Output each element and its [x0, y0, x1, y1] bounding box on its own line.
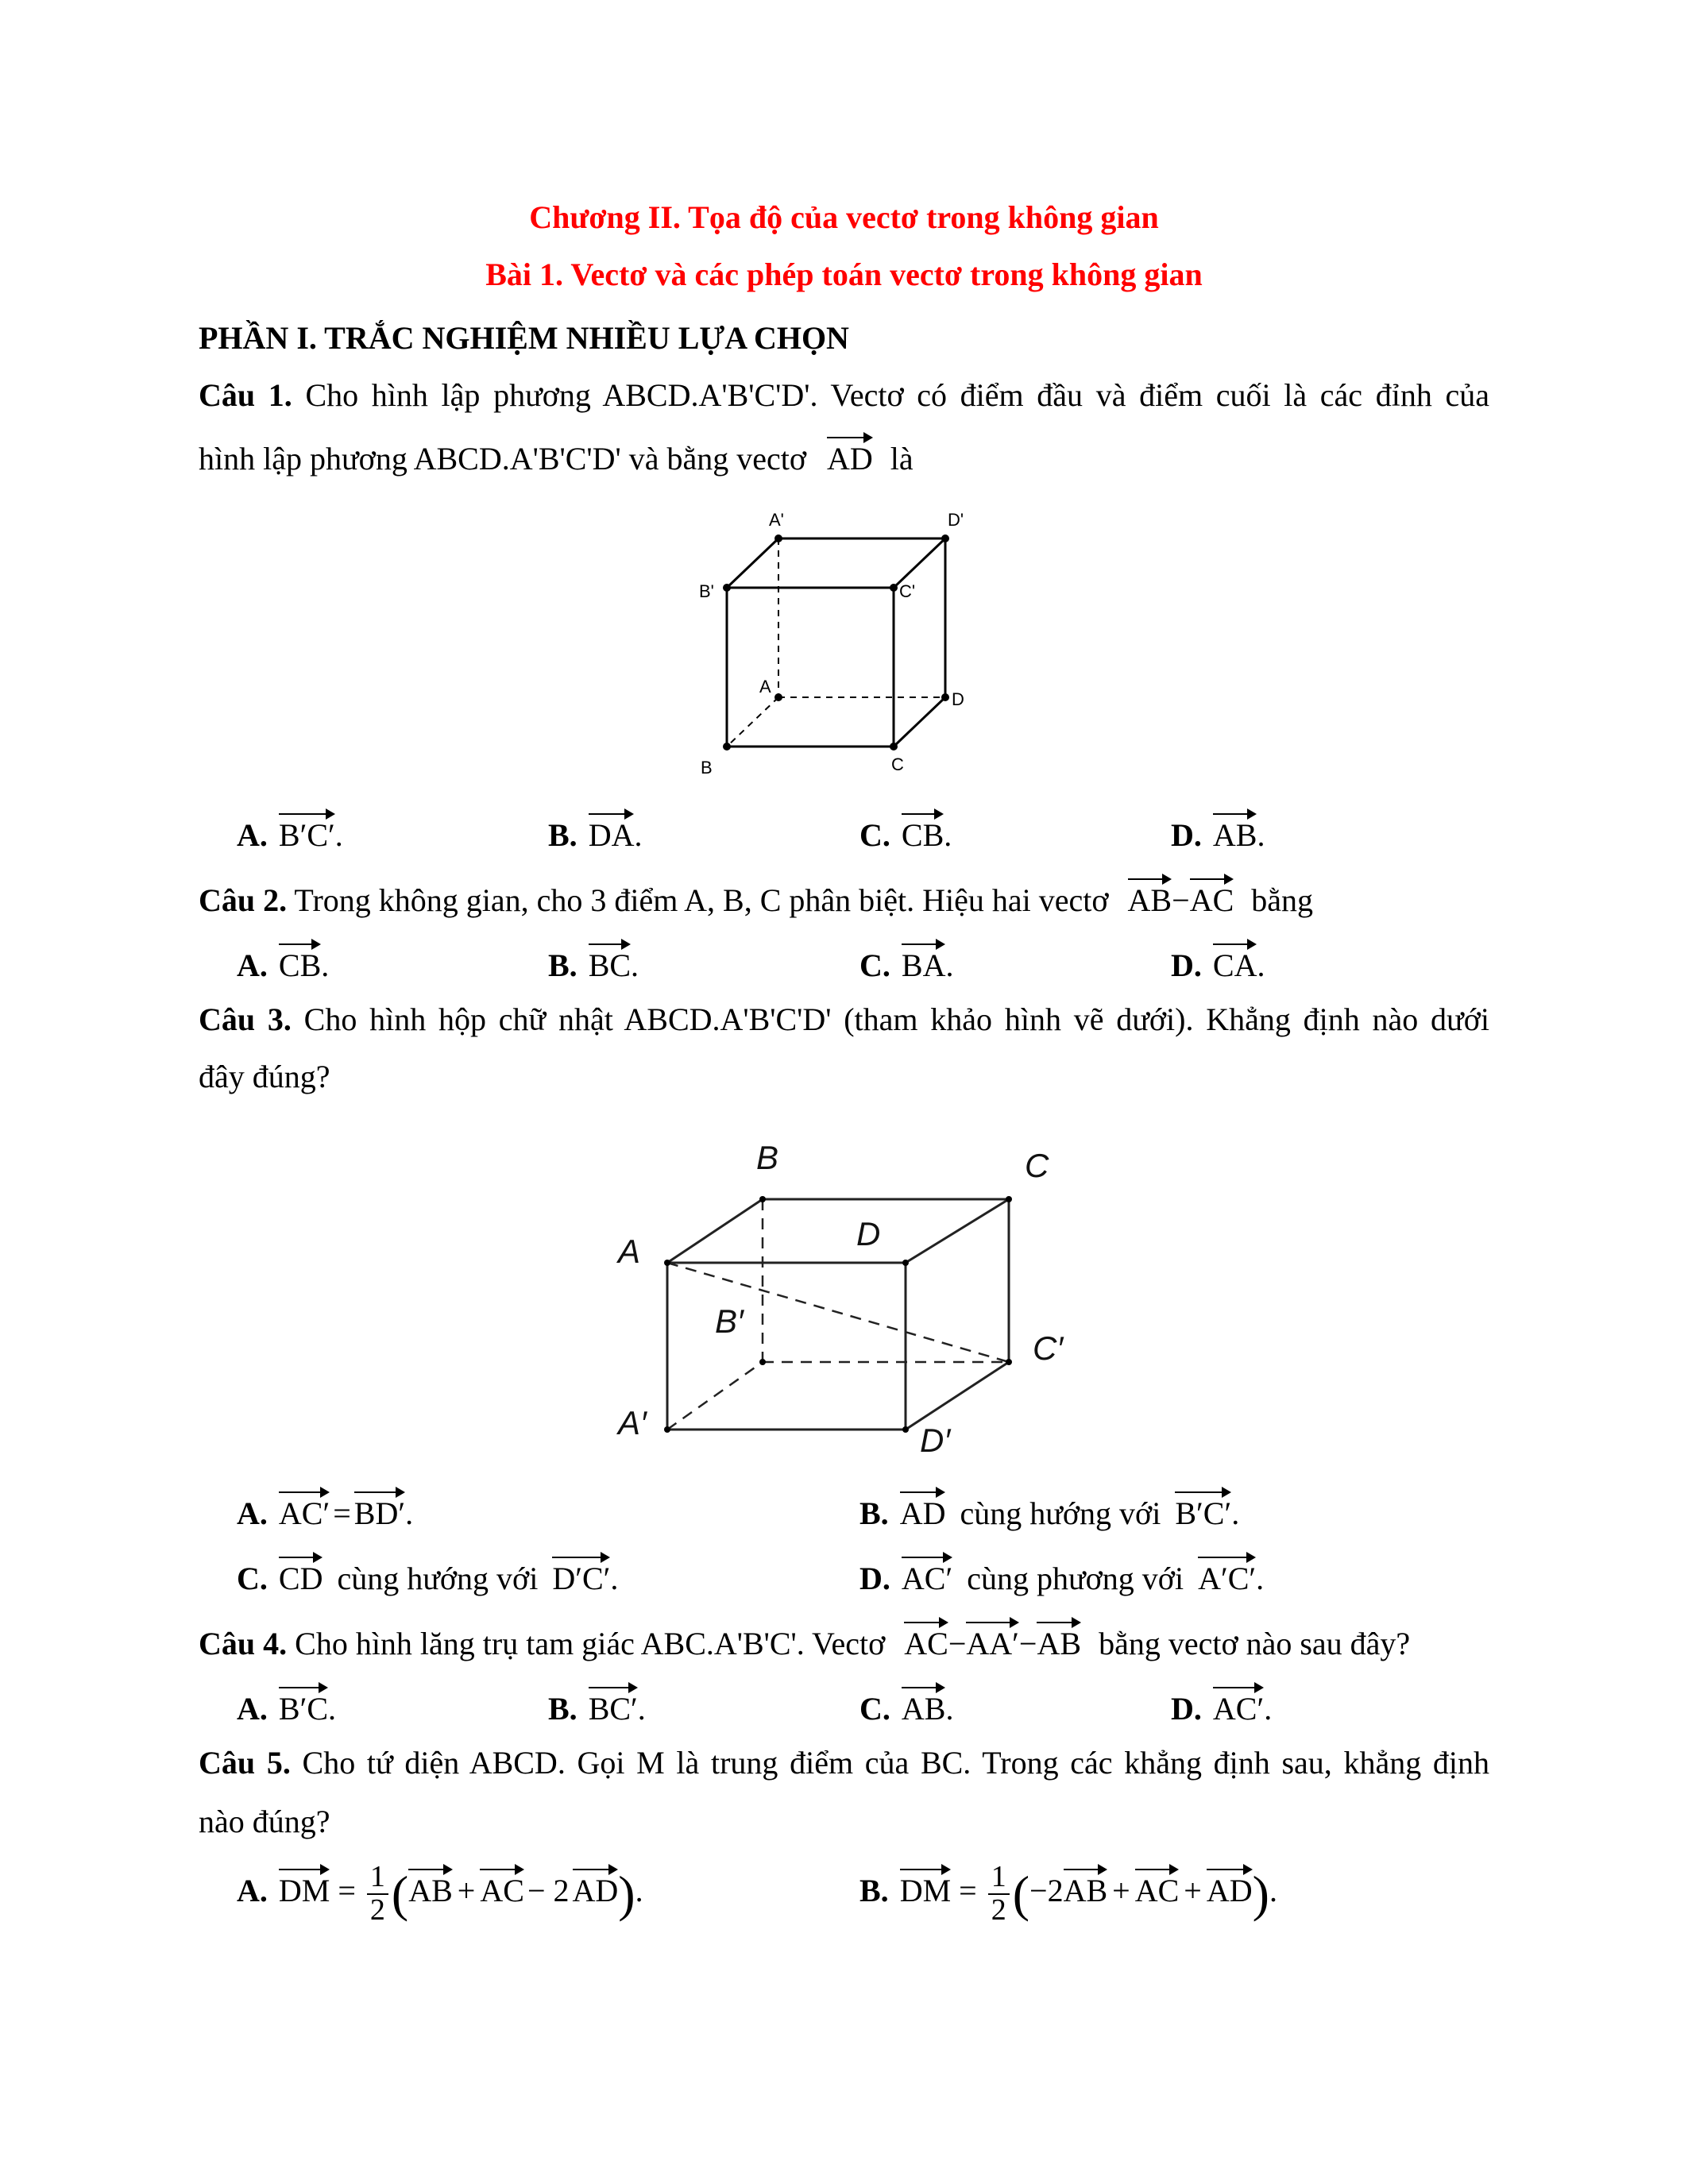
vector-ab: AB — [1037, 1620, 1081, 1660]
equals-sign: = — [333, 1495, 351, 1531]
vector-ac: AC — [1190, 877, 1234, 916]
option-vector: DA — [589, 812, 635, 851]
paren-close: ) — [1252, 1865, 1269, 1922]
minus-sign: − — [1172, 882, 1190, 918]
option-tail: . — [610, 1561, 619, 1596]
question-1-line2 — [199, 435, 914, 477]
option-label: D. — [1171, 817, 1202, 853]
option-label: A. — [237, 1495, 268, 1531]
cube-label-a1: A' — [769, 510, 784, 530]
box-figure — [604, 1120, 1096, 1453]
option-tail: . — [631, 947, 639, 983]
vector-ab: AB — [408, 1867, 453, 1907]
q3-option-c[interactable] — [237, 1555, 618, 1597]
minus-sign: − — [948, 1626, 967, 1661]
vector-ab: AB — [1128, 877, 1172, 916]
box-label-b1: B′ — [715, 1302, 744, 1340]
option-tail: . — [1257, 947, 1265, 983]
vector-ad: AD — [573, 1867, 619, 1907]
option-tail: . — [1264, 1691, 1273, 1727]
q5-option-a[interactable] — [237, 1862, 643, 1927]
option-label: C. — [859, 817, 890, 853]
vector-aa1: AA′ — [966, 1620, 1019, 1660]
option-label: A. — [237, 1691, 268, 1727]
q1-option-c[interactable] — [859, 812, 952, 854]
option-text: cùng hướng với — [337, 1561, 539, 1596]
question-3-line1 — [199, 1001, 1489, 1038]
box-label-a1: A′ — [618, 1404, 647, 1441]
fraction-numerator: 1 — [988, 1862, 1010, 1895]
vector-ac: AC — [904, 1620, 948, 1660]
vector-ab: AB — [1064, 1867, 1108, 1907]
cube-label-d1: D' — [948, 510, 964, 530]
fraction-numerator: 1 — [367, 1862, 388, 1895]
question-3-text: Cho hình hộp chữ nhật ABCD.A'B'C'D' (tham khảo hình vẽ dưới). Khẳng định nào dưới — [303, 1001, 1489, 1037]
question-5-line2: nào đúng? — [199, 1804, 330, 1839]
vector-dm: DM — [900, 1867, 951, 1907]
q2-option-d[interactable] — [1171, 942, 1265, 984]
question-2-text2: bằng — [1251, 882, 1314, 918]
q2-option-c[interactable] — [859, 942, 953, 984]
option-vector: CB — [902, 812, 944, 851]
option-tail: . — [945, 1691, 954, 1727]
option-label: A. — [237, 817, 268, 853]
paren-close: ) — [618, 1865, 635, 1922]
question-1-text: Cho hình lập phương ABCD.A'B'C'D'. Vectơ có điểm đầu và điểm cuối là các đỉnh của — [305, 377, 1489, 413]
option-label: B. — [548, 817, 577, 853]
option-vector: A′C′ — [1198, 1555, 1256, 1595]
paren-open: ( — [1012, 1865, 1030, 1922]
option-vector: BD′ — [354, 1490, 405, 1530]
option-label: C. — [859, 1691, 890, 1727]
question-5-line1 — [199, 1744, 1489, 1781]
option-vector: AC′ — [1213, 1685, 1264, 1725]
option-vector: BC — [589, 942, 631, 982]
option-vector: BA — [902, 942, 946, 982]
question-4-label: Câu 4. — [199, 1626, 288, 1661]
plus-sign: + — [1184, 1873, 1202, 1909]
box-label-a: A — [618, 1233, 641, 1270]
option-label: D. — [1171, 947, 1202, 983]
option-tail: . — [1257, 817, 1265, 853]
q5-option-b[interactable] — [859, 1862, 1277, 1927]
option-tail: . — [637, 1691, 646, 1727]
q4-option-d[interactable] — [1171, 1685, 1272, 1727]
q2-option-a[interactable] — [237, 942, 329, 984]
option-tail: . — [1269, 1873, 1277, 1909]
paren-open: ( — [391, 1865, 409, 1922]
plus-sign: + — [457, 1873, 476, 1909]
question-1-text3: là — [890, 441, 914, 477]
option-label: B. — [859, 1873, 889, 1909]
option-vector: AD — [900, 1490, 946, 1530]
chapter-title: Chương II. Tọa độ của vectơ trong không gian — [529, 199, 1159, 235]
equals-sign: = — [959, 1873, 977, 1909]
vector-ad: AD — [1207, 1867, 1253, 1907]
box-label-d1: D′ — [920, 1422, 951, 1453]
minus-sign: − — [1018, 1626, 1037, 1661]
q4-option-c[interactable] — [859, 1685, 953, 1727]
q3-option-a[interactable] — [237, 1490, 413, 1532]
option-vector: AB — [902, 1685, 946, 1725]
q4-option-b[interactable] — [548, 1685, 646, 1727]
q1-option-b[interactable] — [548, 812, 642, 854]
fraction-denominator: 2 — [991, 1893, 1006, 1927]
box-label-c1: C′ — [1033, 1329, 1064, 1367]
q3-option-d[interactable] — [859, 1555, 1264, 1597]
option-text: cùng hướng với — [960, 1495, 1161, 1531]
option-label: A. — [237, 1873, 268, 1909]
question-4-text: Cho hình lăng trụ tam giác ABC.A'B'C'. Vectơ — [295, 1626, 886, 1661]
q1-option-a[interactable] — [237, 812, 343, 854]
option-vector: AC′ — [902, 1555, 952, 1595]
option-vector: AC′ — [279, 1490, 330, 1530]
option-vector: B′C — [279, 1685, 328, 1725]
question-2-label: Câu 2. — [199, 882, 288, 918]
question-1-label: Câu 1. — [199, 377, 292, 413]
minus-two: −2 — [1029, 1873, 1064, 1909]
plus-sign: + — [1112, 1873, 1130, 1909]
question-2-line1 — [199, 877, 1313, 919]
question-4-text2: bằng vectơ nào sau đây? — [1099, 1626, 1411, 1661]
vector-ac: AC — [1135, 1867, 1180, 1907]
option-text: cùng phương với — [967, 1561, 1184, 1596]
option-label: B. — [548, 947, 577, 983]
minus-two: − 2 — [527, 1873, 570, 1909]
option-vector: CB — [279, 942, 321, 982]
question-2-text: Trong không gian, cho 3 điểm A, B, C phân biệt. Hiệu hai vectơ — [294, 882, 1109, 918]
q1-option-d[interactable] — [1171, 812, 1265, 854]
option-label: B. — [859, 1495, 889, 1531]
cube-figure — [683, 508, 1001, 786]
question-5-text: Cho tứ diện ABCD. Gọi M là trung điểm của BC. Trong các khẳng định sau, khẳng định — [302, 1745, 1490, 1781]
fraction-half — [988, 1862, 1010, 1927]
option-tail: . — [334, 817, 343, 853]
q4-option-a[interactable] — [237, 1685, 336, 1727]
option-tail: . — [634, 817, 643, 853]
option-tail: . — [321, 947, 330, 983]
question-3-line2: đây đúng? — [199, 1059, 330, 1094]
option-label: D. — [1171, 1691, 1202, 1727]
q2-option-b[interactable] — [548, 942, 639, 984]
cube-label-d: D — [952, 689, 964, 709]
fraction-half — [367, 1862, 388, 1927]
cube-label-c: C — [891, 754, 904, 774]
cube-label-b1: B' — [699, 581, 714, 601]
cube-label-a: A — [759, 677, 771, 696]
option-vector: D′C′ — [552, 1555, 610, 1595]
lesson-title: Bài 1. Vectơ và các phép toán vectơ trong không gian — [485, 257, 1203, 292]
option-label: D. — [859, 1561, 890, 1596]
option-label: C. — [859, 947, 890, 983]
cube-label-c1: C' — [899, 581, 916, 601]
option-label: B. — [548, 1691, 577, 1727]
box-label-c: C — [1025, 1147, 1049, 1184]
section-heading: PHẦN I. TRẮC NGHIỆM NHIỀU LỰA CHỌN — [199, 320, 849, 356]
fraction-denominator: 2 — [369, 1893, 385, 1927]
option-tail: . — [1231, 1495, 1240, 1531]
vector-ac: AC — [480, 1867, 524, 1907]
cube-label-b: B — [701, 758, 713, 778]
question-5-label: Câu 5. — [199, 1745, 291, 1781]
option-vector: B′C′ — [1175, 1490, 1231, 1530]
box-label-b: B — [756, 1139, 779, 1176]
equals-sign: = — [338, 1873, 356, 1909]
option-tail: . — [945, 947, 954, 983]
vector-ad: AD — [827, 435, 873, 475]
option-tail: . — [1256, 1561, 1265, 1596]
question-1-text2: hình lập phương ABCD.A'B'C'D' và bằng vectơ — [199, 441, 806, 477]
box-label-d: D — [856, 1215, 881, 1252]
option-tail: . — [328, 1691, 336, 1727]
option-label: A. — [237, 947, 268, 983]
option-vector: B′C′ — [279, 812, 335, 851]
vector-dm: DM — [279, 1867, 330, 1907]
option-vector: CA — [1213, 942, 1257, 982]
option-tail: . — [944, 817, 952, 853]
option-tail: . — [635, 1873, 643, 1909]
option-label: C. — [237, 1561, 268, 1596]
option-vector: CD — [279, 1555, 323, 1595]
question-1-line1 — [199, 376, 1489, 414]
question-4-line1 — [199, 1620, 1410, 1662]
q3-option-b[interactable] — [859, 1490, 1239, 1532]
option-tail: . — [405, 1495, 414, 1531]
question-3-label: Câu 3. — [199, 1001, 292, 1037]
option-vector: BC′ — [589, 1685, 638, 1725]
option-vector: AB — [1213, 812, 1257, 851]
